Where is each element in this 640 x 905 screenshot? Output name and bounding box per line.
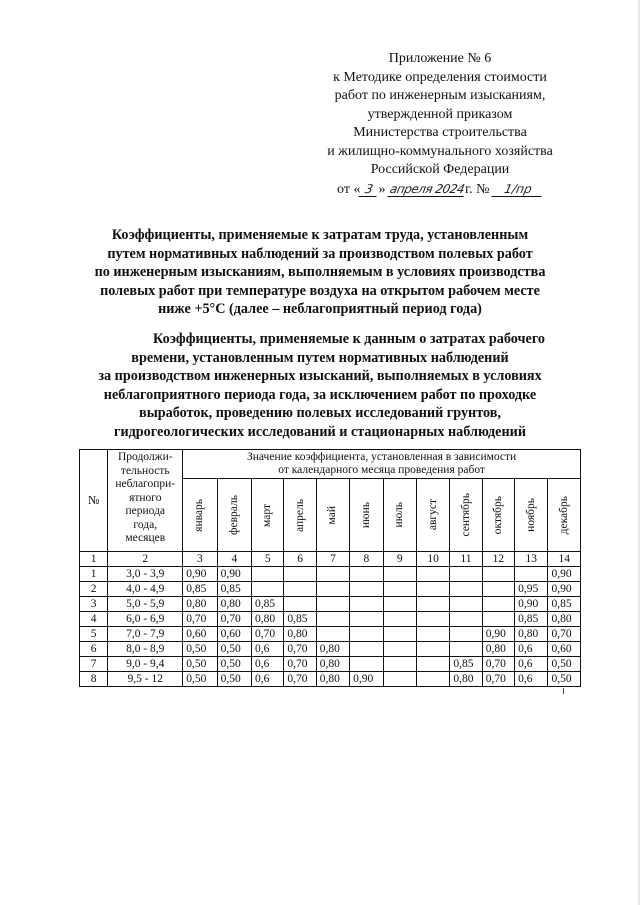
month-label: февраль	[227, 495, 240, 535]
coefficient-cell: 0,80	[515, 627, 548, 642]
date-prefix: от «	[337, 181, 361, 197]
date-day: 3	[359, 182, 380, 197]
duration-cell: 7,0 - 7,9	[108, 627, 183, 642]
coefficient-cell: 0,70	[284, 672, 316, 687]
row-number-cell: 4	[80, 612, 108, 627]
coefficient-cell: 0,80	[183, 597, 217, 612]
duration-header-line: Продолжи-	[117, 451, 173, 463]
table-row	[80, 642, 581, 657]
coefficient-cell	[284, 597, 316, 612]
appendix-header	[290, 50, 590, 199]
appendix-line: к Методике определения стоимости	[333, 69, 547, 85]
coefficient-cell: 0,70	[183, 612, 217, 627]
section-title-line: неблагоприятного периода года, за исключением работ по проходке	[103, 386, 537, 403]
coefficient-cell: 0,90	[482, 627, 514, 642]
coefficient-cell	[450, 612, 482, 627]
duration-cell: 6,0 - 6,9	[108, 612, 183, 627]
coefficient-cell: 0,85	[450, 657, 482, 672]
row-number-cell: 5	[80, 627, 108, 642]
coefficient-cell	[383, 657, 416, 672]
column-header-duration	[108, 450, 183, 552]
column-group-header	[183, 450, 581, 479]
duration-cell: 4,0 - 4,9	[108, 582, 183, 597]
section-title-line: времени, установленным путем нормативных наблюдений	[131, 349, 509, 366]
coefficient-cell: 0,80	[548, 612, 581, 627]
coefficient-cell	[350, 627, 383, 642]
coefficient-cell	[450, 582, 482, 597]
index-cell: 13	[515, 552, 548, 567]
coefficient-cell	[383, 627, 416, 642]
month-label: июнь	[359, 501, 372, 529]
row-number-cell: 8	[80, 672, 108, 687]
coefficient-cell: 0,85	[252, 597, 284, 612]
coefficient-cell: 0,50	[548, 657, 581, 672]
coefficient-cell	[383, 597, 416, 612]
section-title-line: Коэффициенты, применяемые к данным о затратах рабочего	[152, 331, 546, 347]
title-line: путем нормативных наблюдений за производством полевых работ	[107, 245, 533, 262]
row-number-cell: 3	[80, 597, 108, 612]
coefficient-cell: 0,60	[217, 627, 251, 642]
coefficient-cell: 0,6	[515, 642, 548, 657]
duration-header-line: месяцев	[125, 532, 166, 544]
index-cell: 7	[316, 552, 349, 567]
duration-cell: 8,0 - 8,9	[108, 642, 183, 657]
coefficient-cell: 0,50	[183, 672, 217, 687]
coefficient-cell: 0,50	[183, 642, 217, 657]
coefficient-cell	[416, 567, 449, 582]
coefficient-cell	[350, 567, 383, 582]
index-cell: 8	[350, 552, 383, 567]
date-mid: »	[378, 181, 386, 197]
table-row	[80, 597, 581, 612]
coefficient-cell: 0,50	[217, 657, 251, 672]
coefficient-cell	[383, 672, 416, 687]
appendix-line: работ по инженерным изысканиям,	[334, 88, 546, 103]
coefficient-cell: 0,50	[217, 642, 251, 657]
coefficient-cell: 0,85	[548, 597, 581, 612]
index-cell: 11	[450, 552, 482, 567]
month-header-march	[252, 479, 284, 552]
index-cell: 14	[548, 552, 581, 567]
duration-header-line: года,	[133, 518, 158, 531]
table-row	[80, 627, 581, 642]
duration-cell: 9,5 - 12	[108, 672, 183, 687]
coefficient-cell	[450, 642, 482, 657]
coefficients-table-body	[80, 552, 581, 687]
index-cell: 5	[252, 552, 284, 567]
coefficient-cell	[450, 627, 482, 642]
month-header-august	[416, 479, 449, 552]
coefficient-cell	[482, 612, 514, 627]
section-title-line: за производством инженерных изысканий, выполняемых в условиях	[98, 368, 542, 385]
index-cell: 2	[108, 552, 183, 567]
group-header-line: Значение коэффициента, установленная в зависимости	[247, 450, 517, 463]
scan-mark	[563, 688, 564, 694]
table-row	[80, 612, 581, 627]
date-month-year: апреля 2024	[388, 181, 466, 196]
table-row	[80, 672, 581, 687]
coefficient-cell: 0,80	[450, 672, 482, 687]
coefficient-cell: 0,60	[548, 642, 581, 657]
month-header-april	[284, 479, 316, 552]
month-label: ноябрь	[524, 498, 537, 532]
coefficient-cell	[350, 582, 383, 597]
coefficient-cell: 0,85	[183, 582, 217, 597]
coefficient-cell: 0,95	[515, 582, 548, 597]
index-cell: 6	[284, 552, 316, 567]
appendix-line: и жилищно-коммунального хозяйства	[327, 143, 553, 159]
coefficient-cell	[316, 582, 349, 597]
coefficient-cell: 0,90	[515, 597, 548, 612]
section-title	[60, 330, 580, 442]
coefficient-cell: 0,70	[284, 657, 316, 672]
coefficient-cell	[416, 627, 449, 642]
document-title	[60, 226, 580, 319]
coefficient-cell	[284, 567, 316, 582]
index-cell: 12	[482, 552, 514, 567]
coefficient-cell	[383, 582, 416, 597]
coefficient-cell	[316, 627, 349, 642]
appendix-line: Министерства строительства	[353, 125, 527, 140]
coefficient-cell: 0,6	[252, 657, 284, 672]
month-header-june	[350, 479, 383, 552]
coefficient-cell	[252, 567, 284, 582]
coefficient-cell: 0,50	[217, 672, 251, 687]
order-date-line	[290, 181, 590, 200]
title-line: полевых работ при температуре воздуха на открытом рабочем месте	[100, 282, 540, 299]
duration-cell: 3,0 - 3,9	[108, 567, 183, 582]
column-header-number: №	[80, 450, 108, 552]
section-title-line: выработок, проведению полевых исследований грунтов,	[139, 405, 501, 422]
coefficient-cell	[482, 582, 514, 597]
coefficient-cell: 0,70	[217, 612, 251, 627]
coefficient-cell	[316, 567, 349, 582]
coefficient-cell: 0,85	[217, 582, 251, 597]
month-label: май	[326, 505, 339, 525]
date-year-suffix: г. №	[464, 181, 490, 197]
row-number-cell: 7	[80, 657, 108, 672]
group-header-line: от календарного месяца проведения работ	[278, 464, 485, 476]
month-label: август	[426, 499, 439, 531]
coefficient-cell: 0,70	[482, 657, 514, 672]
coefficient-cell: 0,90	[350, 672, 383, 687]
coefficient-cell	[252, 582, 284, 597]
coefficient-cell: 0,70	[482, 672, 514, 687]
appendix-line: Приложение № 6	[388, 51, 492, 66]
coefficient-cell: 0,90	[217, 567, 251, 582]
title-line: ниже +5°С (далее – неблагоприятный период года)	[158, 301, 482, 318]
index-cell: 9	[383, 552, 416, 567]
month-header-october	[482, 479, 514, 552]
row-number-cell: 2	[80, 582, 108, 597]
coefficient-cell: 0,6	[252, 672, 284, 687]
coefficient-cell	[350, 642, 383, 657]
month-header-january	[183, 479, 217, 552]
coefficient-cell	[350, 597, 383, 612]
month-label: декабрь	[557, 495, 570, 535]
duration-header-line: ятного	[129, 491, 162, 504]
coefficient-cell: 0,6	[515, 672, 548, 687]
coefficient-cell: 0,70	[252, 627, 284, 642]
month-header-november	[515, 479, 548, 552]
coefficient-cell	[416, 642, 449, 657]
month-label: январь	[193, 498, 206, 532]
coefficients-table	[79, 449, 581, 687]
coefficient-cell: 0,50	[548, 672, 581, 687]
coefficient-cell	[450, 597, 482, 612]
coefficient-cell: 0,80	[284, 627, 316, 642]
coefficient-cell	[515, 567, 548, 582]
month-label: октябрь	[491, 495, 504, 535]
row-number-cell: 1	[80, 567, 108, 582]
coefficient-cell: 0,90	[548, 582, 581, 597]
coefficient-cell	[416, 612, 449, 627]
coefficient-cell: 0,80	[316, 657, 349, 672]
column-index-row	[80, 552, 581, 567]
title-line: по инженерным изысканиям, выполняемым в условиях производства	[94, 264, 546, 281]
index-cell: 4	[217, 552, 251, 567]
coefficient-cell	[416, 672, 449, 687]
row-number-cell: 6	[80, 642, 108, 657]
duration-header-line: периода	[125, 505, 166, 517]
duration-header-line: неблагопри-	[115, 478, 176, 490]
coefficient-cell	[383, 612, 416, 627]
duration-cell: 9,0 - 9,4	[108, 657, 183, 672]
coefficient-cell	[383, 567, 416, 582]
coefficient-cell: 0,80	[316, 672, 349, 687]
order-number: 1/пр	[491, 182, 544, 197]
coefficient-cell: 0,90	[548, 567, 581, 582]
coefficient-cell: 0,70	[548, 627, 581, 642]
coefficient-cell	[350, 612, 383, 627]
table-row	[80, 582, 581, 597]
coefficient-cell	[316, 597, 349, 612]
coefficient-cell	[482, 567, 514, 582]
month-label: сентябрь	[459, 493, 472, 537]
coefficient-cell: 0,80	[217, 597, 251, 612]
coefficient-cell	[316, 612, 349, 627]
title-line: Коэффициенты, применяемые к затратам труда, установленным	[111, 227, 529, 243]
coefficient-cell: 0,90	[183, 567, 217, 582]
coefficient-cell: 0,50	[183, 657, 217, 672]
table-row	[80, 567, 581, 582]
coefficient-cell: 0,85	[515, 612, 548, 627]
coefficient-cell	[450, 567, 482, 582]
month-header-may	[316, 479, 349, 552]
index-cell: 3	[183, 552, 217, 567]
appendix-line: Российской Федерации	[370, 162, 510, 177]
coefficient-cell: 0,70	[284, 642, 316, 657]
coefficient-cell: 0,6	[515, 657, 548, 672]
coefficient-cell: 0,85	[284, 612, 316, 627]
month-label: март	[261, 503, 274, 527]
month-header-december	[548, 479, 581, 552]
coefficient-cell	[284, 582, 316, 597]
coefficient-cell	[350, 657, 383, 672]
duration-cell: 5,0 - 5,9	[108, 597, 183, 612]
month-header-february	[217, 479, 251, 552]
coefficient-cell	[416, 597, 449, 612]
index-cell: 1	[80, 552, 108, 567]
coefficient-cell: 0,80	[482, 642, 514, 657]
coefficient-cell: 0,60	[183, 627, 217, 642]
coefficient-cell: 0,80	[252, 612, 284, 627]
month-header-september	[450, 479, 482, 552]
appendix-line: утвержденной приказом	[367, 106, 513, 122]
duration-header-line: тельность	[120, 464, 170, 477]
month-label: июль	[393, 502, 406, 528]
coefficient-cell: 0,6	[252, 642, 284, 657]
coefficient-cell	[482, 597, 514, 612]
coefficient-cell	[383, 642, 416, 657]
coefficient-cell	[416, 657, 449, 672]
month-header-july	[383, 479, 416, 552]
coefficient-cell	[416, 582, 449, 597]
coefficient-cell: 0,80	[316, 642, 349, 657]
section-title-line: гидрогеологических исследований и стационарных наблюдений	[114, 423, 526, 440]
index-cell: 10	[416, 552, 449, 567]
month-label: апрель	[293, 498, 306, 532]
table-row	[80, 657, 581, 672]
